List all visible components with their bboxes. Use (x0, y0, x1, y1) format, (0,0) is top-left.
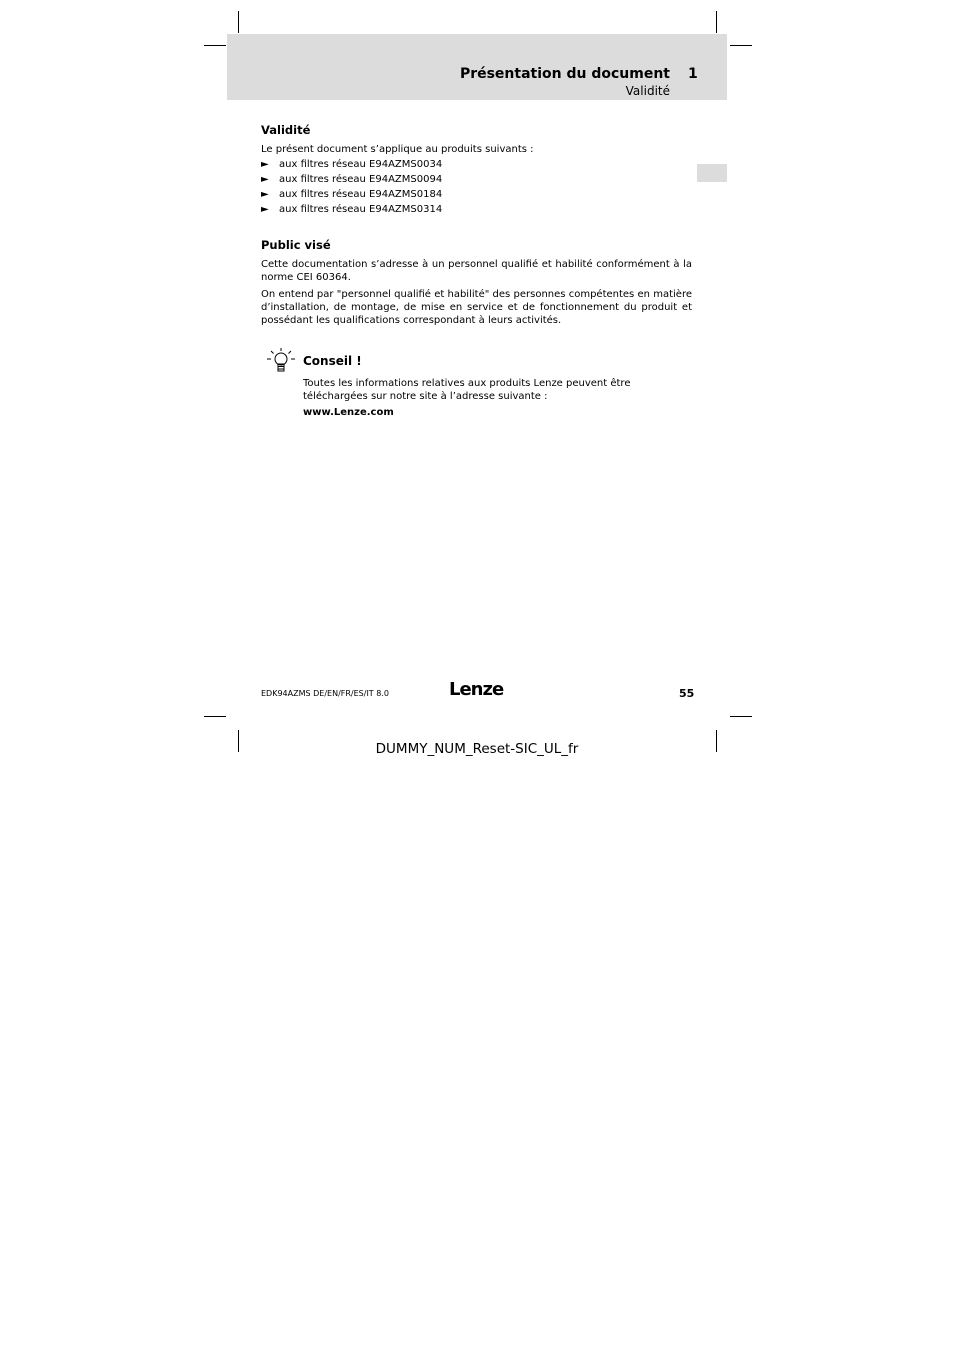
website-link[interactable]: www.Lenze.com (303, 407, 394, 418)
file-label: DUMMY_NUM_Reset-SIC_UL_fr (375, 741, 579, 757)
crop-mark (238, 11, 239, 33)
side-tab-marker (697, 164, 727, 182)
list-item: ► aux filtres réseau E94AZMS0094 (261, 174, 443, 185)
page-title: Présentation du document (459, 66, 670, 82)
crop-mark (730, 45, 752, 46)
list-item: ► aux filtres réseau E94AZMS0314 (261, 204, 443, 215)
product-list (261, 157, 442, 217)
tip-text: Toutes les informations relatives aux produits Lenze peuvent être téléchargées sur notre site à l’adresse suivante : (303, 378, 631, 402)
page-subtitle: Validité (625, 84, 670, 98)
audience-heading: Public visé (261, 238, 331, 252)
audience-paragraph: On entend par "personnel qualifié et habilité" des personnes compétentes en matière d’installation, de montage, de mise en service et de fonctionnement du produit et possédant les qualifications correspondant à leurs activités. (261, 289, 692, 326)
crop-mark (730, 716, 752, 717)
crop-mark (716, 11, 717, 33)
list-item: ► aux filtres réseau E94AZMS0184 (261, 189, 443, 200)
arrow-right-icon: ► (261, 174, 269, 185)
lenze-logo: Lenze (449, 679, 504, 700)
list-item: ► aux filtres réseau E94AZMS0034 (261, 159, 443, 170)
validity-heading: Validité (261, 123, 311, 137)
chapter-number: 1 (688, 66, 698, 82)
page-number: 55 (679, 687, 695, 700)
lightbulb-icon (266, 347, 296, 375)
crop-mark (204, 45, 226, 46)
document-code: EDK94AZMS DE/EN/FR/ES/IT 8.0 (261, 689, 389, 698)
arrow-right-icon: ► (261, 159, 269, 170)
audience-paragraph: Cette documentation s’adresse à un personnel qualifié et habilité conformément à la norme CEI 60364. (261, 259, 692, 283)
crop-mark (204, 716, 226, 717)
tip-title: Conseil ! (303, 354, 362, 368)
arrow-right-icon: ► (261, 189, 269, 200)
arrow-right-icon: ► (261, 204, 269, 215)
validity-intro: Le présent document s’applique au produits suivants : (261, 144, 534, 155)
